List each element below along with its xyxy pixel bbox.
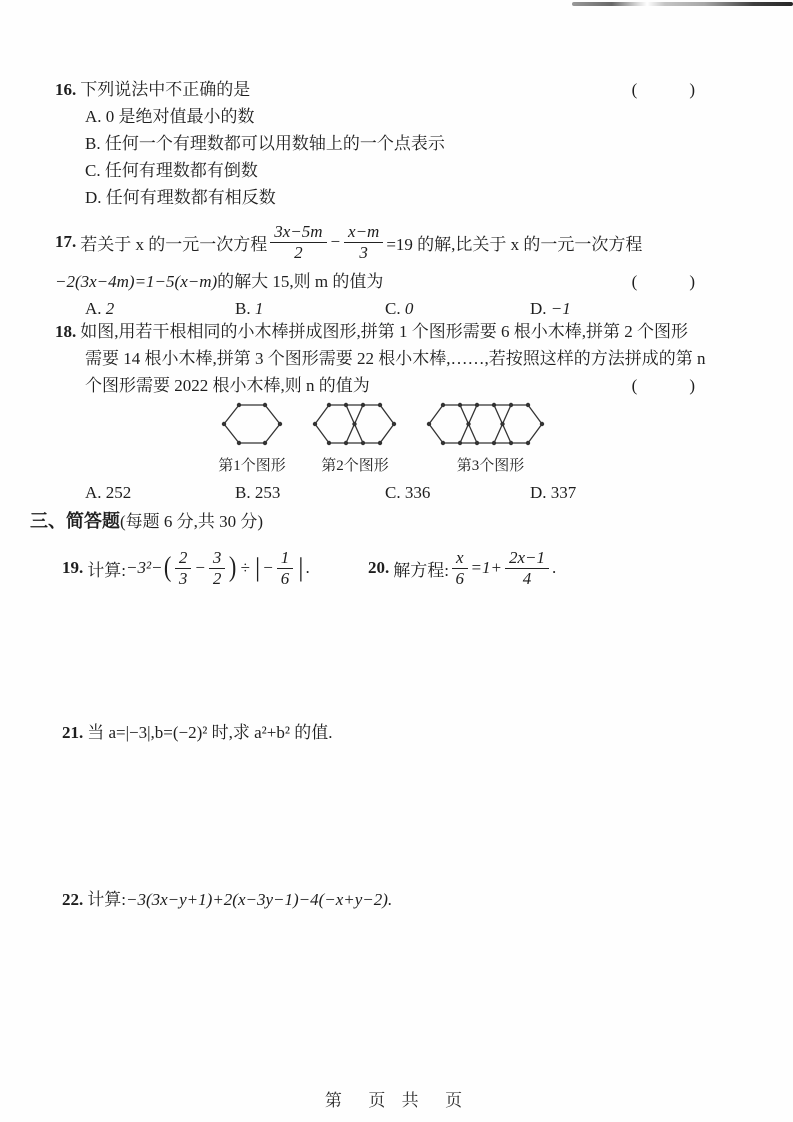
option-label: A.	[85, 107, 102, 126]
question-20-label: 解方程:	[393, 560, 449, 580]
option-text: 0	[404, 299, 414, 318]
fraction-numerator: 3x−5m	[270, 223, 326, 243]
abs-bar-left: |	[255, 553, 261, 582]
question-16-stem-line	[55, 76, 715, 103]
question-18-option-a	[85, 483, 131, 503]
option-label: B.	[235, 483, 251, 502]
scan-artifact-streak	[572, 2, 793, 6]
question-16-stem: 下列说法中不正确的是	[80, 80, 251, 99]
figure-2-label: 第2个图形	[321, 458, 389, 474]
figure-strip	[218, 398, 557, 475]
section-3-header	[30, 507, 263, 533]
question-19-number: 19.	[62, 558, 84, 577]
question-18	[55, 318, 715, 399]
fraction-denominator: 2	[212, 568, 222, 588]
question-17-option-a	[85, 299, 114, 319]
fraction-numerator: x−m	[344, 223, 383, 243]
fraction	[277, 549, 294, 588]
fraction-denominator: 4	[522, 568, 532, 588]
fraction-denominator: 6	[280, 568, 290, 588]
page-footer: 第 页 共 页	[324, 1091, 469, 1110]
right-paren: )	[229, 552, 237, 583]
question-22	[62, 885, 392, 910]
fraction	[452, 549, 468, 588]
question-18-option-c	[385, 483, 430, 503]
section-3-note: (每题 6 分,共 30 分)	[120, 512, 264, 531]
abs-bar-right: |	[298, 553, 304, 582]
question-18-line3	[55, 372, 715, 399]
fraction-numerator: 2x−1	[505, 549, 549, 569]
division-sign: ÷	[240, 558, 251, 577]
question-17-lead: 若关于 x 的一元一次方程	[80, 234, 268, 254]
question-20-number: 20.	[368, 558, 390, 577]
fraction-numerator: 1	[277, 549, 294, 569]
question-20	[368, 540, 556, 596]
question-17-tail: =19 的解,比关于 x 的一元一次方程	[386, 234, 643, 254]
question-17-line2	[55, 268, 715, 295]
option-label: B.	[235, 299, 251, 318]
question-18-options	[55, 483, 715, 510]
equals-plus: =1+	[470, 558, 502, 577]
figure-1-label: 第1个图形	[218, 458, 286, 474]
option-text: 253	[254, 483, 281, 502]
question-21	[62, 718, 332, 743]
question-22-number: 22.	[62, 890, 84, 909]
question-17-answer-paren: ( )	[631, 272, 697, 291]
option-text: 337	[550, 483, 577, 502]
question-18-answer-paren: ( )	[631, 376, 697, 395]
fraction-numerator: 2	[175, 549, 192, 569]
section-3-title: 三、简答题	[30, 511, 120, 531]
question-19-lead: −3²−	[125, 558, 163, 577]
question-17-formula: −2(3x−4m)=1−5(x−m)	[55, 272, 218, 291]
question-19-20-row	[62, 540, 762, 596]
question-22-label: 计算:	[87, 890, 126, 909]
option-text: 任何有理数都有相反数	[105, 188, 276, 207]
minus-sign: −	[329, 232, 342, 251]
question-18-option-d	[530, 483, 576, 503]
left-paren: (	[163, 552, 171, 583]
option-text: 336	[404, 483, 431, 502]
fraction-denominator: 6	[455, 568, 464, 588]
question-16	[55, 76, 715, 211]
question-16-option-b	[55, 130, 715, 157]
option-label: D.	[530, 483, 547, 502]
options-row	[55, 483, 715, 510]
option-label: D.	[85, 188, 102, 207]
question-16-answer-paren: ( )	[631, 80, 697, 99]
fraction-numerator: 3	[209, 549, 226, 569]
option-text: 2	[105, 299, 115, 318]
fraction	[505, 549, 549, 588]
fraction	[344, 223, 383, 262]
question-16-option-d	[55, 184, 715, 211]
option-text: 252	[105, 483, 132, 502]
figure-2	[310, 398, 400, 475]
option-text: 任何一个有理数都可以用数轴上的一个点表示	[104, 134, 445, 153]
question-17-option-c	[385, 299, 413, 319]
question-18-text: 个图形需要 2022 根小木棒,则 n 的值为	[85, 376, 370, 395]
question-18-figures	[218, 398, 557, 475]
figure-3	[424, 398, 557, 475]
question-18-text: 如图,用若干根相同的小木棒拼成图形,拼第 1 个图形需要 6 根小木棒,拼第 2 个图形	[80, 322, 688, 341]
figure-3-label: 第3个图形	[456, 458, 525, 474]
question-17-number: 17.	[55, 232, 77, 251]
option-text: 任何有理数都有倒数	[104, 161, 258, 180]
option-text: −1	[550, 299, 571, 318]
question-16-option-a	[55, 103, 715, 130]
fraction	[209, 549, 226, 588]
option-label: A.	[85, 299, 102, 318]
option-label: C.	[85, 161, 101, 180]
figure-1-hexagon-diagram	[218, 398, 286, 450]
figure-3-triple-hexagon-diagram	[424, 398, 557, 450]
fraction-numerator: x	[452, 549, 468, 569]
question-21-text: 当 a=|−3|,b=(−2)² 时,求 a²+b² 的值.	[87, 723, 333, 742]
question-18-number: 18.	[55, 322, 77, 341]
question-18-line2	[55, 345, 715, 372]
fraction	[270, 223, 326, 262]
question-17-line1	[55, 218, 715, 266]
figure-1	[218, 398, 286, 475]
fraction-denominator: 2	[294, 242, 303, 262]
question-16-option-c	[55, 157, 715, 184]
question-18-line1	[55, 318, 715, 345]
option-label: D.	[530, 299, 547, 318]
period: .	[552, 558, 557, 577]
option-label: A.	[85, 483, 102, 502]
question-16-number: 16.	[55, 80, 77, 99]
option-label: B.	[85, 134, 101, 153]
question-21-number: 21.	[62, 723, 84, 742]
question-17-line2-text: 的解大 15,则 m 的值为	[217, 272, 384, 291]
question-22-expression: −3(3x−y+1)+2(x−3y−1)−4(−x+y−2).	[125, 890, 393, 909]
question-17	[55, 218, 715, 326]
figure-2-double-hexagon-diagram	[310, 398, 400, 450]
option-label: C.	[385, 299, 401, 318]
question-18-text: 需要 14 根小木棒,拼第 3 个图形需要 22 根小木棒,……,若按照这样的方法拼成的第 n	[85, 349, 706, 368]
fraction	[175, 549, 192, 588]
minus-sign: −	[194, 558, 206, 577]
option-text: 1	[254, 299, 264, 318]
question-17-option-b	[235, 299, 263, 319]
minus-sign: −	[262, 558, 274, 577]
question-19-label: 计算:	[87, 560, 126, 580]
question-18-option-b	[235, 483, 280, 503]
fraction-denominator: 3	[359, 242, 368, 262]
option-label: C.	[385, 483, 401, 502]
fraction-denominator: 3	[178, 568, 188, 588]
option-text: 0 是绝对值最小的数	[105, 107, 255, 126]
question-17-option-d	[530, 299, 571, 319]
period: .	[305, 558, 310, 577]
